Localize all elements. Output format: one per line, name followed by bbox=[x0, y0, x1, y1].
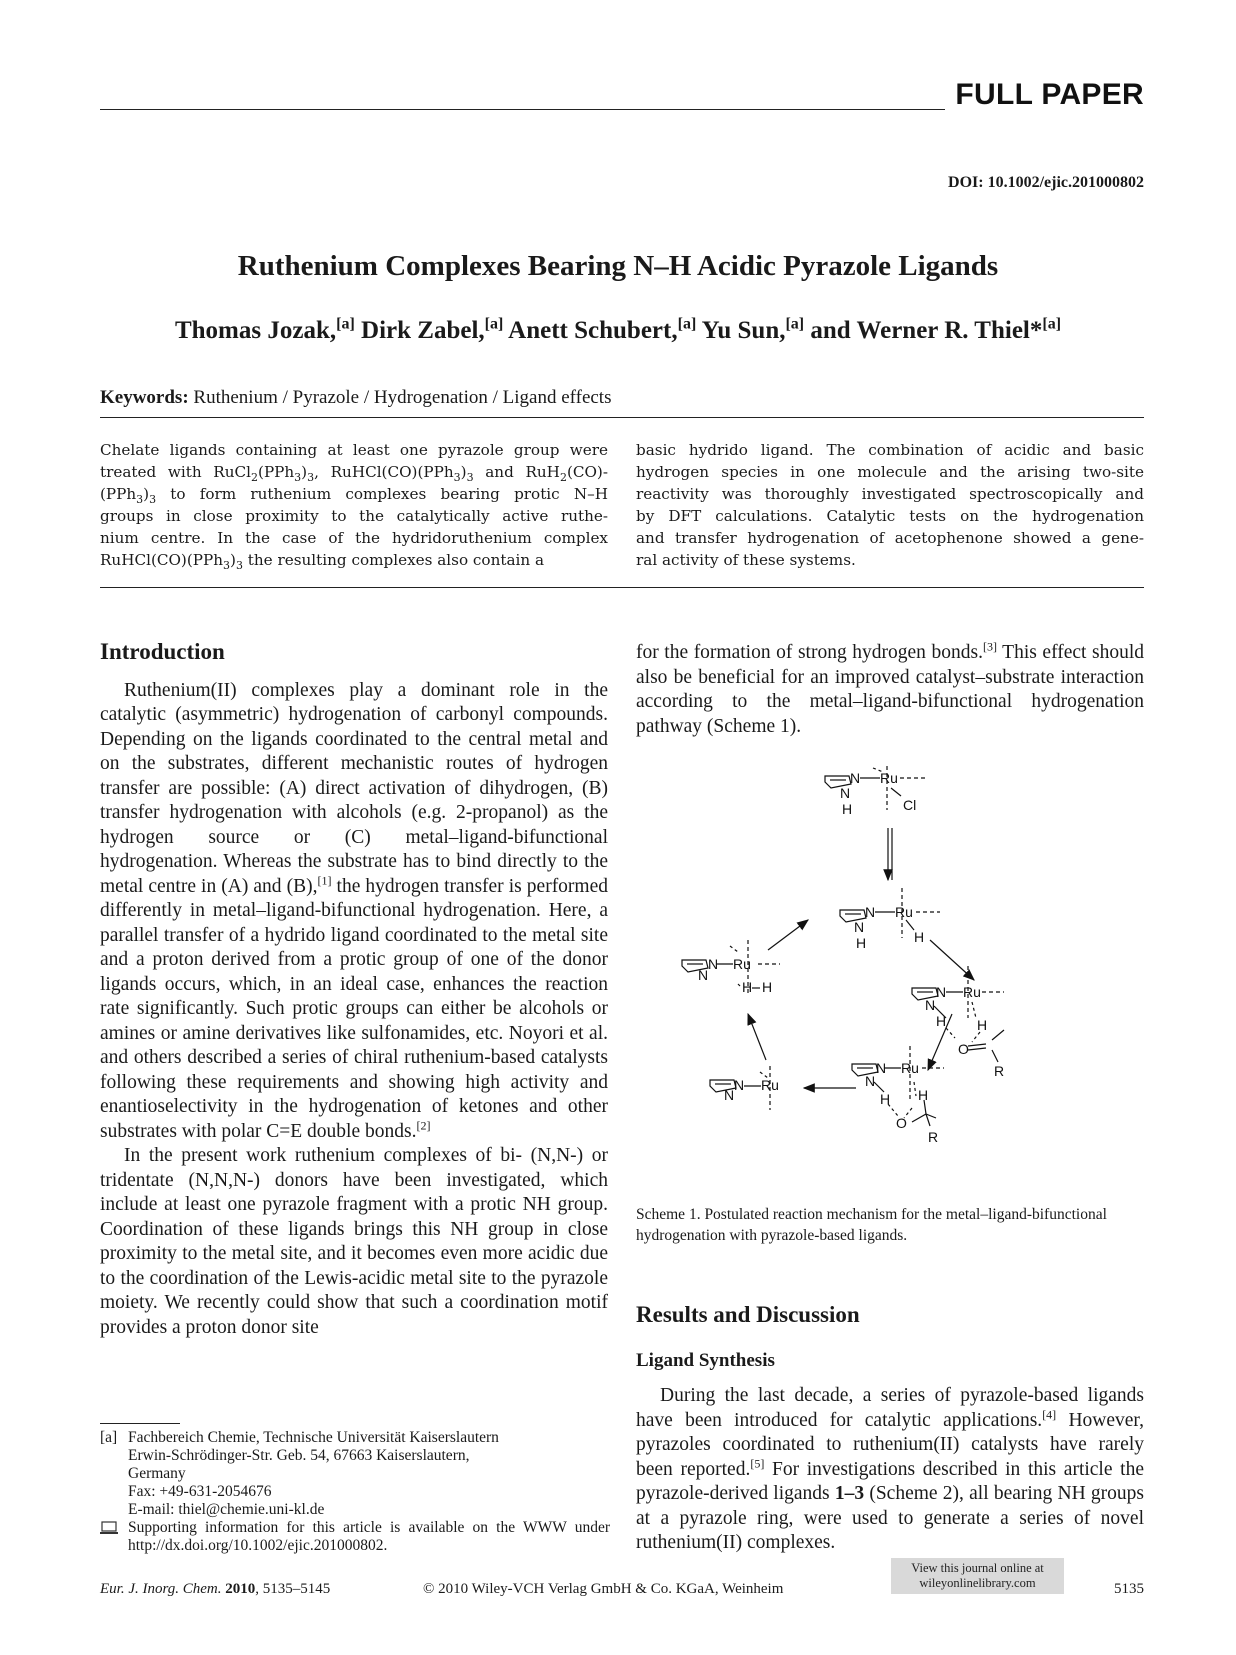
citation[interactable]: [5] bbox=[750, 1456, 765, 1470]
author: Anett Schubert, bbox=[508, 317, 678, 344]
atom-label: Ru bbox=[880, 770, 898, 786]
atom-label: N bbox=[698, 967, 709, 983]
citation[interactable]: [2] bbox=[416, 1118, 431, 1132]
atom-label: R bbox=[928, 1129, 939, 1145]
abstract-line: by DFT calculations. Catalytic tests on the hydrogenation bbox=[636, 507, 1144, 525]
atom-label: N bbox=[936, 984, 947, 1000]
right-paragraph-1 bbox=[636, 641, 1144, 739]
journal-year: 2010 bbox=[225, 1581, 256, 1597]
abstract-rule-bottom bbox=[100, 587, 1144, 588]
ligand-synthesis-paragraph bbox=[636, 1384, 1144, 1556]
body-text: (Scheme 2), all bearing NH groups at a pyrazole ring, were used to generate a series of novel ruthenium(II) complexes. bbox=[636, 1483, 1144, 1553]
abstract-rule-top bbox=[100, 417, 1144, 418]
abstract-line: treated with $RuCl_2(PPh_3)_3$, $RuHCl(CO)(PPh_3)_3$ and RuH$_2$(CO)- bbox=[100, 463, 608, 485]
abstract-line: ral activity of these systems. bbox=[636, 551, 856, 569]
section-label: FULL PAPER bbox=[955, 78, 1144, 111]
atom-label: N bbox=[865, 1073, 876, 1089]
computer-icon bbox=[100, 1519, 128, 1555]
body-right-column bbox=[636, 641, 1144, 739]
body-text: for the formation of strong hydrogen bonds. bbox=[636, 642, 983, 663]
body-text: For investigations described in this article the pyrazole-derived ligands bbox=[636, 1458, 1144, 1504]
atom-label: N bbox=[850, 770, 861, 786]
intro-text: Ruthenium(II) complexes play a dominant role in the catalytic (asymmetric) hydrogenation of carbonyl compounds. Depending on the ligands coordinated to the central metal and on the substrates, different mechanistic routes of hydrogen transfer are possible: (A) direct activation of dihydrogen, (B) transfer hydrogenation with alcohols (e.g. 2-propanol) as the hydrogen source or (C) metal–ligand-bifunctional hydrogenation. Whereas the substrate has to bind directly to the metal centre in (A) and (B), bbox=[100, 679, 608, 897]
keywords-label: Keywords: bbox=[100, 387, 189, 408]
atom-label: R bbox=[994, 1063, 1005, 1079]
ligand-paragraph-1 bbox=[636, 1384, 1144, 1556]
body-text: This effect should also be beneficial for an improved catalyst–substrate interaction according to the metal–ligand-bifunctional hydrogenation pathway (Scheme 1). bbox=[636, 642, 1145, 737]
abstract-line: and transfer hydrogenation of acetophenone showed a gene- bbox=[636, 529, 1144, 547]
keywords bbox=[100, 387, 611, 409]
author: Thomas Jozak, bbox=[174, 317, 337, 344]
journal-name: Eur. J. Inorg. Chem. bbox=[100, 1581, 222, 1597]
footnote-line: Fax: +49-631-2054676 bbox=[128, 1483, 272, 1500]
atom-label: Ru bbox=[895, 904, 913, 920]
atom-label: N bbox=[724, 1087, 735, 1103]
footer-copyright: © 2010 Wiley-VCH Verlag GmbH & Co. KGaA, Weinheim bbox=[423, 1581, 784, 1597]
affiliation-footnote-body bbox=[128, 1429, 610, 1519]
atom-label: Ru bbox=[733, 956, 751, 972]
header-rule bbox=[100, 109, 945, 110]
atom-label: H bbox=[762, 979, 773, 995]
abstract-line: Chelate ligands containing at least one pyrazole group were bbox=[100, 441, 608, 459]
online-badge-line: View this journal online at bbox=[911, 1561, 1044, 1575]
article-title: Ruthenium Complexes Bearing N–H Acidic Pyrazole Ligands bbox=[237, 250, 999, 282]
atom-label: N bbox=[925, 997, 936, 1013]
atom-label: Ru bbox=[761, 1077, 779, 1093]
affiliation-footnote-mark: [a] bbox=[100, 1429, 118, 1446]
atom-label: N bbox=[876, 1060, 887, 1076]
introduction-heading: Introduction bbox=[100, 639, 225, 664]
footnote-line: Erwin-Schrödinger-Str. Geb. 54, 67663 Kaiserslautern, bbox=[128, 1447, 470, 1464]
atom-label: Ru bbox=[963, 984, 981, 1000]
atom-label: O bbox=[958, 1041, 969, 1057]
author: and Werner R. Thiel* bbox=[810, 317, 1043, 344]
supporting-info-text[interactable]: Supporting information for this article is available on the WWW under http://dx.doi.org/10.1002/ejic.201000802. bbox=[128, 1519, 610, 1554]
affiliation-mark: [a] bbox=[1042, 315, 1062, 333]
citation[interactable]: [1] bbox=[317, 873, 332, 887]
footer-citation bbox=[100, 1581, 330, 1598]
abstract-left bbox=[100, 439, 608, 571]
doi[interactable]: DOI: 10.1002/ejic.201000802 bbox=[948, 174, 1144, 191]
footnote-line: Germany bbox=[128, 1465, 186, 1482]
atom-label: Cl bbox=[903, 797, 917, 813]
keywords-list: Ruthenium / Pyrazole / Hydrogenation / Ligand effects bbox=[193, 387, 612, 408]
affiliation-mark: [a] bbox=[677, 315, 697, 333]
affiliation-footnote bbox=[100, 1429, 610, 1519]
intro-paragraph-2: In the present work ruthenium complexes of bi- (N,N-) or tridentate (N,N,N-) donors have been investigated, which include at least one pyrazole fragment with a protic NH group. Coordination of these ligands brings this NH group in close proximity to the metal site, and it becomes even more acidic due to the coordination of the Lewis-acidic metal site to the pyrazole moiety. We recently could show that such a coordination motif provides a proton donor site bbox=[100, 1145, 608, 1338]
compound-numbers: 1–3 bbox=[834, 1483, 865, 1504]
atom-label: H bbox=[880, 1091, 891, 1107]
atom-label: O bbox=[896, 1115, 907, 1131]
affiliation-mark: [a] bbox=[336, 315, 355, 333]
abstract-line: nium centre. In the case of the hydridoruthenium complex bbox=[100, 529, 608, 547]
atom-label: H bbox=[977, 1017, 988, 1033]
atom-label: H bbox=[936, 1013, 947, 1029]
abstract-line: reactivity was thoroughly investigated spectroscopically and bbox=[636, 485, 1144, 503]
atom-label: N bbox=[734, 1077, 745, 1093]
affiliation-mark: [a] bbox=[785, 315, 805, 333]
author-list bbox=[0, 317, 1236, 345]
online-badge-line: wileyonlinelibrary.com bbox=[919, 1576, 1036, 1590]
intro-paragraph-1 bbox=[100, 679, 608, 1145]
intro-text: the hydrogen transfer is performed differently in metal–ligand-bifunctional hydrogenation. Here, a parallel transfer of a hydrido ligand coordinated to the metal site and a proton derived from a protic group of one of the donor ligands occurs, which, in an ideal case, enhances the reaction rate significantly. Such protic groups can either be alcohols or amines or amine derivatives like sulfonamides, etc. Noyori et al. and others described a series of chiral ruthenium-based catalysts following these requirements and showing high activity and enantioselectivity in the hydrogenation of ketones and other substrates with polar C=E double bonds. bbox=[100, 875, 608, 1142]
footnote-rule bbox=[100, 1423, 180, 1424]
journal-online-badge[interactable] bbox=[891, 1558, 1064, 1594]
email-link[interactable]: E-mail: thiel@chemie.uni-kl.de bbox=[128, 1501, 325, 1518]
atom-label: H bbox=[842, 801, 853, 817]
page-number: 5135 bbox=[1114, 1581, 1144, 1597]
journal-pages: , 5135–5145 bbox=[255, 1581, 331, 1597]
ligand-synthesis-heading: Ligand Synthesis bbox=[636, 1350, 775, 1371]
abstract-line: $(PPh_3)_3$ to form ruthenium complexes bearing protic N–H bbox=[100, 485, 608, 507]
body-left-column bbox=[100, 640, 608, 1340]
atom-label: H bbox=[742, 979, 753, 995]
atom-label: Ru bbox=[901, 1060, 919, 1076]
abstract-line: $RuHCl(CO)(PPh_3)_3$ the resulting complexes also contain a bbox=[100, 551, 545, 573]
citation[interactable]: [4] bbox=[1042, 1407, 1057, 1421]
author: Dirk Zabel, bbox=[361, 317, 485, 344]
atom-label: H bbox=[856, 935, 867, 951]
body-text: However, pyrazoles coordinated to ruthenium(II) catalysts have rarely been reported. bbox=[636, 1409, 1145, 1480]
citation[interactable]: [3] bbox=[982, 639, 997, 654]
atom-label: H bbox=[918, 1087, 929, 1103]
abstract-right bbox=[636, 439, 1144, 571]
scheme-1-caption: Scheme 1. Postulated reaction mechanism for the metal–ligand-bifunctional hydrogenation with pyrazole-based ligands. bbox=[636, 1206, 1107, 1244]
abstract-line: basic hydrido ligand. The combination of acidic and basic bbox=[636, 441, 1144, 459]
abstract-line: groups in close proximity to the catalytically active ruthe- bbox=[100, 507, 608, 525]
atom-label: N bbox=[708, 956, 719, 972]
atom-label: N bbox=[854, 919, 865, 935]
body-text: During the last decade, a series of pyrazole-based ligands have been introduced for catalytic applications. bbox=[636, 1385, 1144, 1431]
abstract-line: hydrogen species in one molecule and the arising two-site bbox=[636, 463, 1144, 481]
atom-label: H bbox=[914, 929, 925, 945]
footnotes bbox=[100, 1429, 610, 1555]
results-heading: Results and Discussion bbox=[636, 1302, 860, 1327]
atom-label: N bbox=[840, 785, 851, 801]
affiliation-mark: [a] bbox=[484, 315, 504, 333]
supporting-info-footnote bbox=[100, 1519, 610, 1555]
scheme-1-diagram bbox=[700, 770, 1140, 1190]
footnote-line: Fachbereich Chemie, Technische Universität Kaiserslautern bbox=[128, 1429, 499, 1446]
atom-label: N bbox=[865, 904, 876, 920]
author: Yu Sun, bbox=[701, 317, 786, 344]
